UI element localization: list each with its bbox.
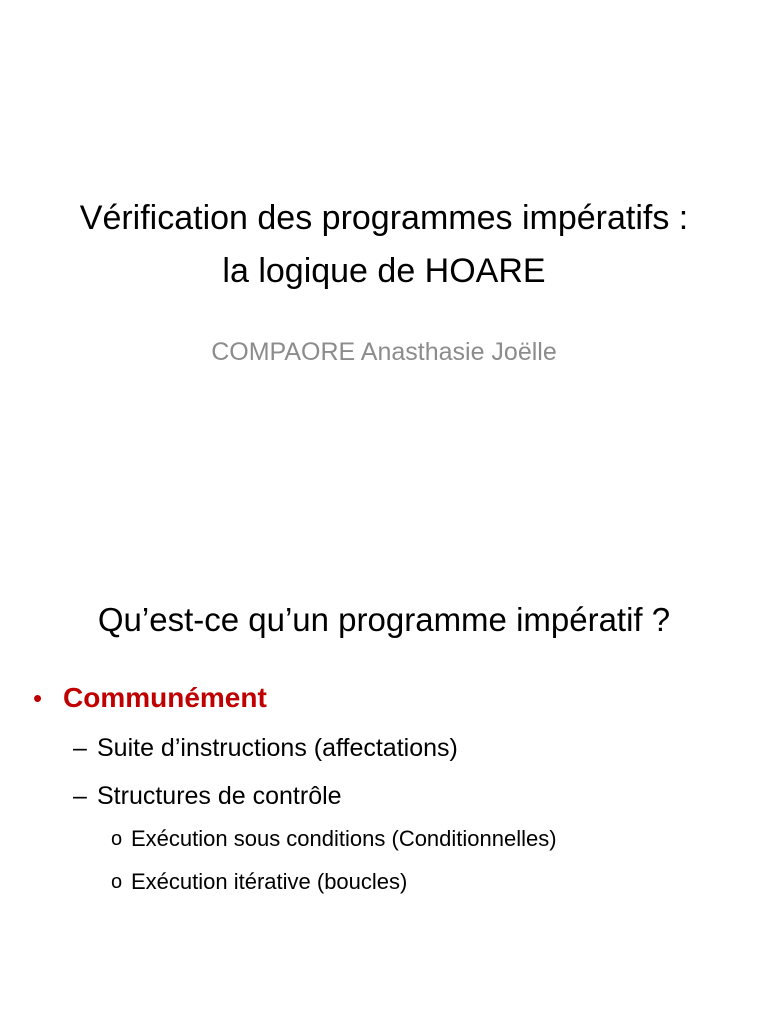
bullet-dot-icon: •: [33, 683, 43, 713]
bullet-text: Exécution sous conditions (Conditionnelles): [131, 826, 557, 851]
bullet-text: Exécution itérative (boucles): [131, 869, 408, 894]
content-slide: [0, 560, 768, 1024]
title-slide: [0, 0, 768, 490]
bullet-level2-item: [73, 731, 458, 765]
bullet-dash-icon: –: [73, 782, 87, 810]
bullet-level3-item: [111, 867, 407, 897]
content-slide-title: Qu’est-ce qu’un programme impératif ?: [97, 601, 671, 638]
bullet-dash-icon: –: [73, 734, 87, 762]
bullet-text: Suite d’instructions (affectations): [97, 734, 458, 762]
bullet-text: Communément: [63, 682, 267, 713]
slide-title: [0, 192, 768, 298]
slide-title-line-1: Vérification des programmes impératifs :: [79, 199, 689, 237]
bullet-circle-icon: o: [111, 828, 123, 850]
bullet-level2-item: [73, 779, 342, 813]
bullet-text: Structures de contrôle: [97, 782, 342, 810]
bullet-level1-item: [33, 678, 267, 718]
slide-subtitle-author: COMPAORE Anasthasie Joëlle: [211, 338, 557, 366]
bullet-level3-item: [111, 824, 557, 854]
slide-title-line-2: la logique de HOARE: [222, 252, 546, 290]
bullet-circle-icon: o: [111, 871, 123, 893]
